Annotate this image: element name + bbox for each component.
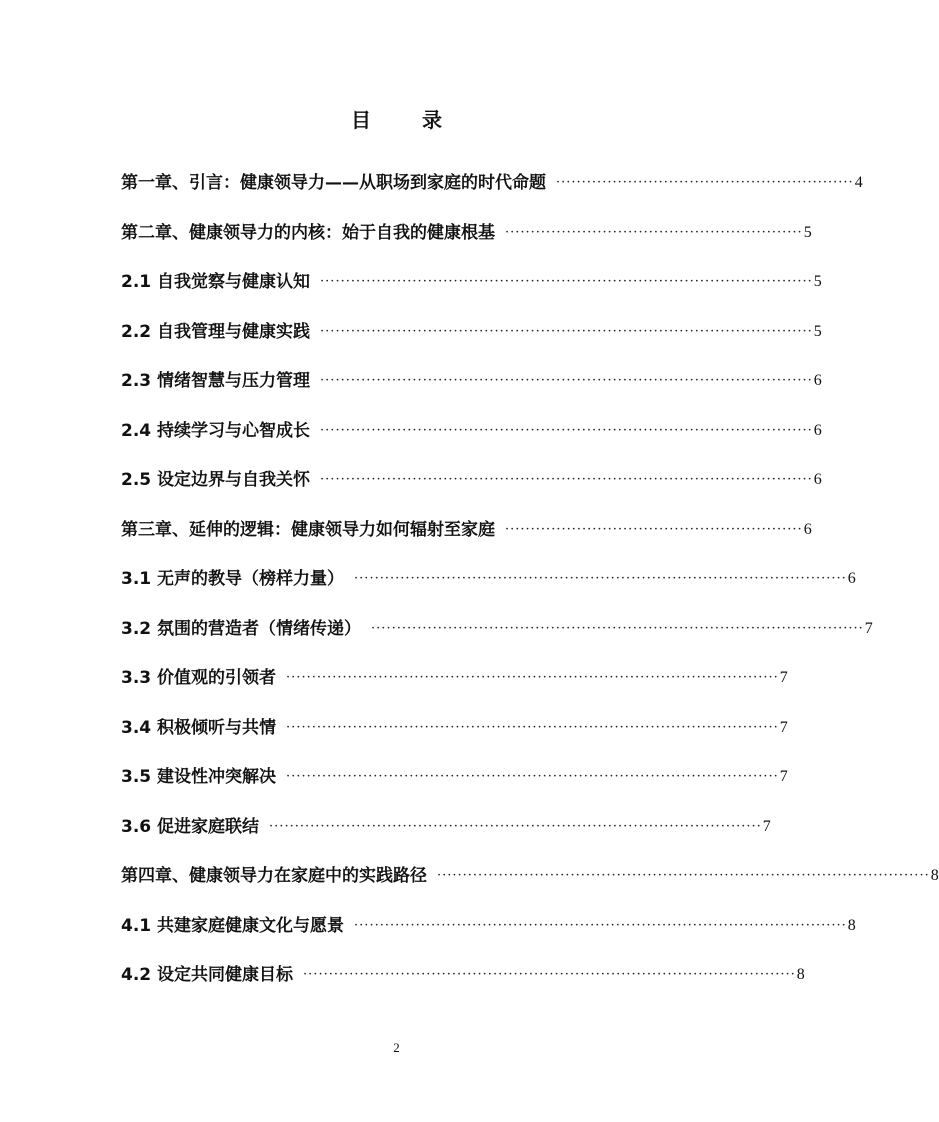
toc-entry-page: 8 xyxy=(847,917,856,934)
toc-title: 目 录 xyxy=(351,108,464,132)
toc-entry[interactable] xyxy=(121,320,822,344)
toc-entry-page: 5 xyxy=(803,224,812,241)
toc-entry-title: 4.1 共建家庭健康文化与愿景 xyxy=(121,916,345,936)
toc-entry-page: 5 xyxy=(813,273,822,290)
toc-entry-title: 2.5 设定边界与自我关怀 xyxy=(121,470,311,490)
toc-entry[interactable] xyxy=(121,221,812,245)
toc-entry-page: 5 xyxy=(813,323,822,340)
dot-leader: ································································································ xyxy=(286,670,779,685)
toc-entry-page: 4 xyxy=(854,174,863,191)
toc-entry-page: 8 xyxy=(796,966,805,983)
toc-entry-page: 7 xyxy=(864,620,873,637)
dot-leader: ································································································ xyxy=(286,769,779,784)
toc-entry[interactable] xyxy=(121,171,863,195)
toc-entry-page: 6 xyxy=(813,372,822,389)
toc-entry-page: 6 xyxy=(803,521,812,538)
toc-entry[interactable] xyxy=(121,864,939,888)
toc-entry[interactable] xyxy=(121,270,822,294)
toc-entry-title: 2.1 自我觉察与健康认知 xyxy=(121,272,311,292)
toc-entry-title: 3.6 促进家庭联结 xyxy=(121,817,260,837)
toc-entry-title: 第一章、引言：健康领导力——从职场到家庭的时代命题 xyxy=(121,173,546,193)
dot-leader: ································································································ xyxy=(320,472,813,487)
toc-entry[interactable] xyxy=(121,567,856,591)
toc-entry[interactable] xyxy=(121,716,788,740)
toc-entry[interactable] xyxy=(121,369,822,393)
dot-leader: ································································································ xyxy=(371,621,864,636)
dot-leader: ·························································· xyxy=(505,225,803,240)
toc-entry-title: 3.2 氛围的营造者（情绪传递） xyxy=(121,619,362,639)
toc-entry-title: 4.2 设定共同健康目标 xyxy=(121,965,294,985)
dot-leader: ································································································ xyxy=(320,324,813,339)
toc-entry-title: 3.1 无声的教导（榜样力量） xyxy=(121,569,345,589)
toc-entry-title: 第三章、延伸的逻辑：健康领导力如何辐射至家庭 xyxy=(121,520,495,540)
toc-entry-title: 第四章、健康领导力在家庭中的实践路径 xyxy=(121,866,427,886)
dot-leader: ································································································ xyxy=(320,373,813,388)
toc-entry[interactable] xyxy=(121,914,856,938)
toc-entry-title: 3.4 积极倾听与共情 xyxy=(121,718,277,738)
toc-entry[interactable] xyxy=(121,765,788,789)
toc-entry[interactable] xyxy=(121,617,873,641)
dot-leader: ································································································ xyxy=(303,967,796,982)
toc-entry-page: 7 xyxy=(779,768,788,785)
toc-entry[interactable] xyxy=(121,518,812,542)
toc-entry-title: 3.3 价值观的引领者 xyxy=(121,668,277,688)
toc-entry[interactable] xyxy=(121,419,822,443)
toc-entry-title: 第二章、健康领导力的内核：始于自我的健康根基 xyxy=(121,223,495,243)
toc-entry-title: 2.4 持续学习与心智成长 xyxy=(121,421,311,441)
dot-leader: ································································································ xyxy=(269,819,762,834)
toc-entry-page: 6 xyxy=(847,570,856,587)
toc-entry-title: 2.2 自我管理与健康实践 xyxy=(121,322,311,342)
dot-leader: ································································································ xyxy=(354,918,847,933)
toc-entry-page: 7 xyxy=(779,719,788,736)
dot-leader: ·························································· xyxy=(505,522,803,537)
toc-entry-title: 2.3 情绪智慧与压力管理 xyxy=(121,371,311,391)
dot-leader: ································································································ xyxy=(437,868,930,883)
toc-entry-page: 6 xyxy=(813,471,822,488)
toc-entry-page: 8 xyxy=(930,867,939,884)
toc-entry-title: 3.5 建设性冲突解决 xyxy=(121,767,277,787)
dot-leader: ································································································ xyxy=(354,571,847,586)
toc-entry-page: 7 xyxy=(779,669,788,686)
dot-leader: ································································································ xyxy=(320,423,813,438)
dot-leader: ································································································ xyxy=(320,274,813,289)
toc-entry-page: 7 xyxy=(762,818,771,835)
toc-entry[interactable] xyxy=(121,666,788,690)
toc-entry-page: 6 xyxy=(813,422,822,439)
page-number: 2 xyxy=(393,1040,400,1055)
toc-entry[interactable] xyxy=(121,963,805,987)
dot-leader: ·························································· xyxy=(556,175,854,190)
toc-entry[interactable] xyxy=(121,468,822,492)
toc-entry[interactable] xyxy=(121,815,771,839)
dot-leader: ································································································ xyxy=(286,720,779,735)
